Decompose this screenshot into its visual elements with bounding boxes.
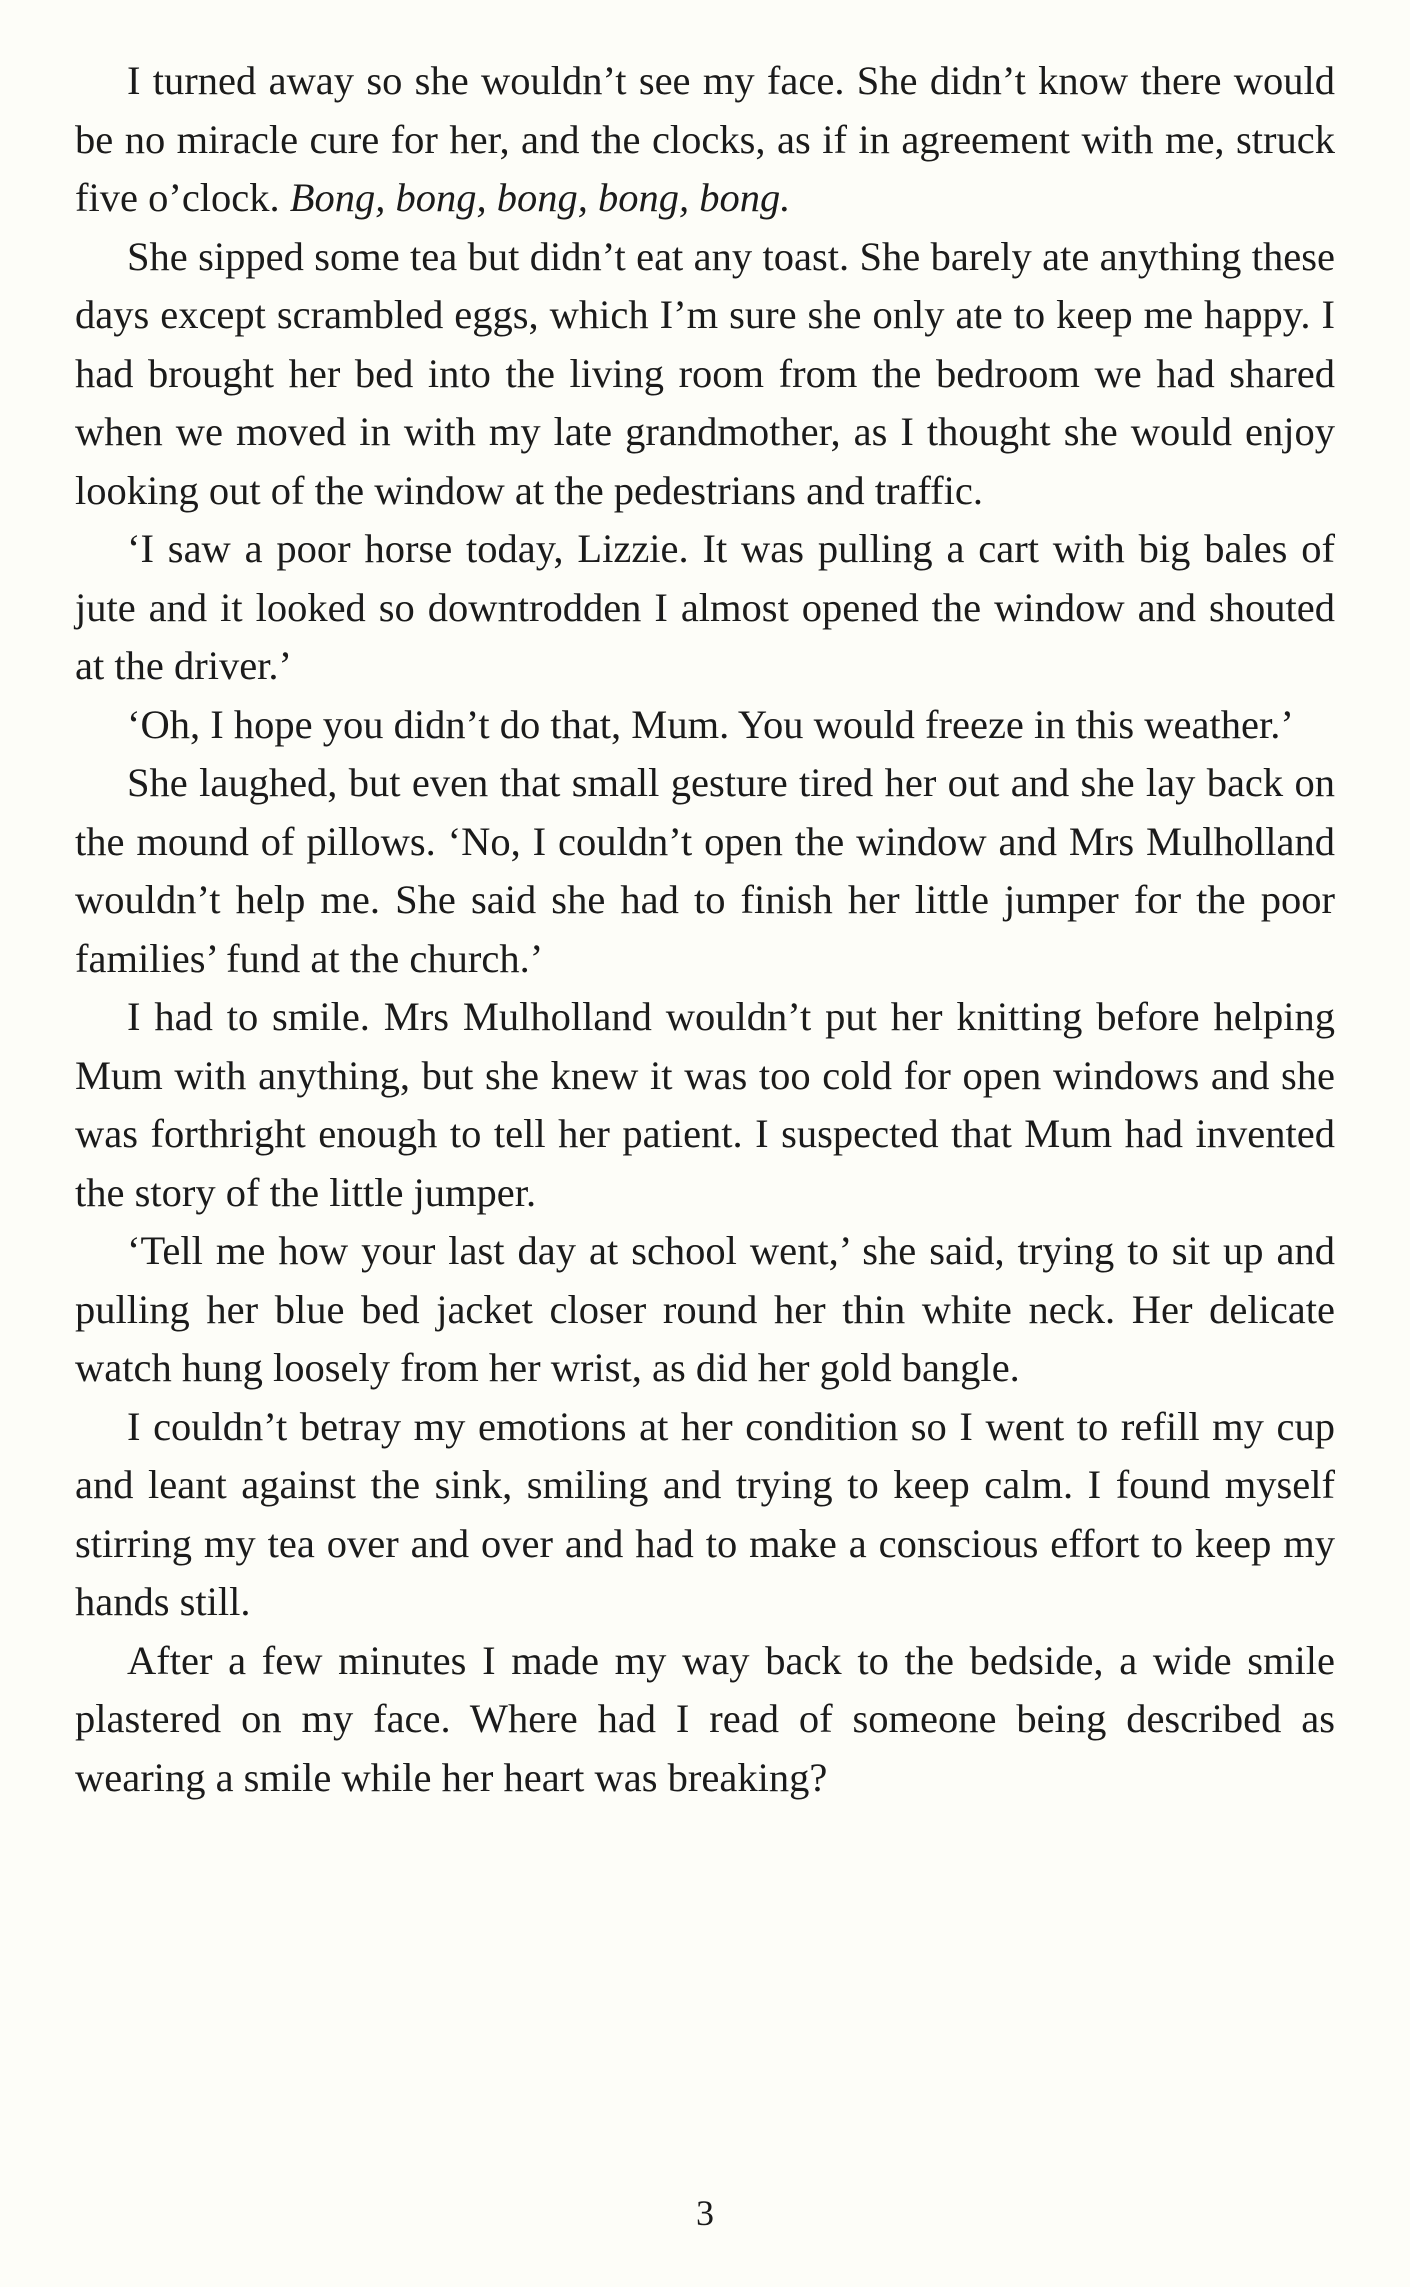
- paragraph: I turned away so she wouldn’t see my face. She didn’t know there would be no miracle cure for her, and the clocks, as if in agreement with me, struck five o’clock. Bong, bong, bong, bong, bong.: [75, 58, 1335, 220]
- paragraph: ‘I saw a poor horse today, Lizzie. It was pulling a cart with big bales of jute and it looked so downtrodden I almost opened the window and shouted at the driver.’: [75, 526, 1335, 688]
- page-number: 3: [696, 2193, 714, 2233]
- paragraph: ‘Tell me how your last day at school went,’ she said, trying to sit up and pulling her blue bed jacket closer round her thin white neck. Her delicate watch hung loosely from her wrist, as did her gold bangle.: [75, 1228, 1335, 1390]
- page-body: [75, 52, 1335, 1807]
- paragraph: She laughed, but even that small gesture tired her out and she lay back on the mound of pillows. ‘No, I couldn’t open the window and Mrs Mulholland wouldn’t help me. She said she had to finish her little jumper for the poor families’ fund at the church.’: [75, 760, 1335, 981]
- paragraph: After a few minutes I made my way back to the bedside, a wide smile plastered on my face. Where had I read of someone being described as wearing a smile while her heart was breaking?: [75, 1637, 1335, 1800]
- paragraph: ‘Oh, I hope you didn’t do that, Mum. You would freeze in this weather.’: [127, 701, 1294, 747]
- paragraph: She sipped some tea but didn’t eat any toast. She barely ate anything these days except scrambled eggs, which I’m sure she only ate to keep me happy. I had brought her bed into the living room from the bedroom we had shared when we moved in with my late grandmother, as I thought she would enjoy looking out of the window at the pedestrians and traffic.: [75, 233, 1335, 513]
- paragraph: I couldn’t betray my emotions at her condition so I went to refill my cup and leant against the sink, smiling and trying to keep calm. I found myself stirring my tea over and over and had to make a conscious effort to keep my hands still.: [75, 1403, 1335, 1624]
- paragraph-italic-text: Bong, bong, bong, bong, bong.: [289, 175, 791, 220]
- paragraph: I had to smile. Mrs Mulholland wouldn’t put her knitting before helping Mum with anything, but she knew it was too cold for open windows and she was forthright enough to tell her patient. I suspected that Mum had invented the story of the little jumper.: [75, 994, 1335, 1215]
